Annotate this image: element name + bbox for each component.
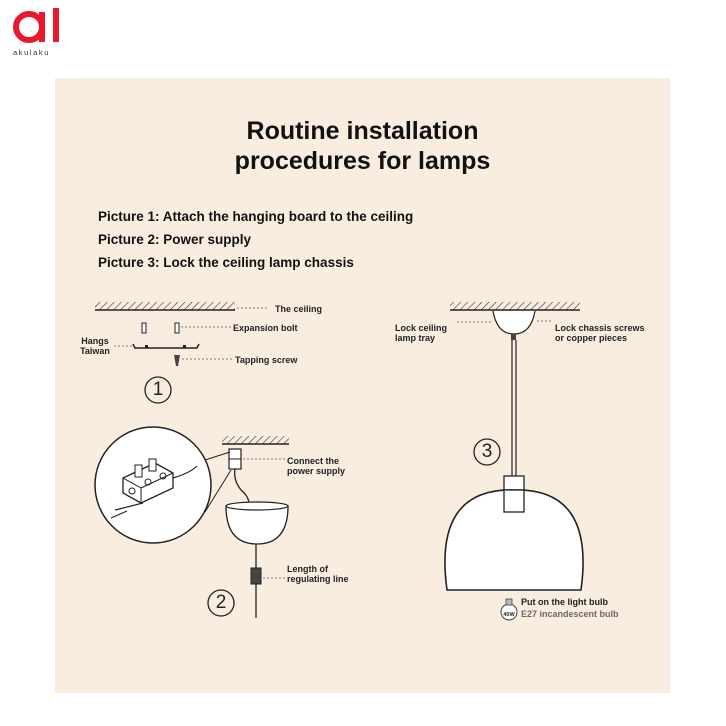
picture-3-diagram xyxy=(445,302,583,620)
label-e27-bulb: E27 incandescent bulb xyxy=(521,609,619,619)
label-lock-screws-line-1: Lock chassis screws xyxy=(555,323,645,333)
title-line-1: Routine installation xyxy=(246,117,479,145)
step-item-3: Picture 3: Lock the ceiling lamp chassis xyxy=(98,255,354,270)
label-hangs-line-1: Hangs xyxy=(81,336,109,346)
picture-1-diagram xyxy=(95,302,267,403)
step-item-2: Picture 2: Power supply xyxy=(98,232,252,247)
label-put-on-bulb: Put on the light bulb xyxy=(521,597,608,607)
step-item-1: Picture 1: Attach the hanging board to the ceiling xyxy=(98,209,414,224)
ceiling-hatch-2 xyxy=(222,436,289,444)
label-expansion-bolt: Expansion bolt xyxy=(233,323,298,333)
cord-adjuster-icon xyxy=(251,568,261,584)
brand-logo-text: akulaku xyxy=(13,48,51,57)
title-line-2: procedures for lamps xyxy=(234,147,491,175)
picture-3-number: 3 xyxy=(481,441,493,462)
brand-logo xyxy=(10,4,70,66)
picture-1-number: 1 xyxy=(152,379,164,400)
label-tapping-screw: Tapping screw xyxy=(235,355,298,365)
expansion-bolt-icon xyxy=(142,323,231,333)
hanging-board-icon xyxy=(114,344,199,348)
brand-logo-mark xyxy=(10,4,70,50)
label-the-ceiling: The ceiling xyxy=(275,304,323,314)
label-lock-tray-line-2: lamp tray xyxy=(395,333,436,343)
label-lock-screws-line-2: or copper pieces xyxy=(555,333,628,343)
picture-2-number: 2 xyxy=(215,592,227,613)
label-hangs-taiwan xyxy=(75,336,115,356)
canopy-bowl-icon xyxy=(226,506,288,544)
tapping-screw-icon xyxy=(174,355,233,366)
label-regulating-line xyxy=(287,564,349,584)
ceiling-hatch-3 xyxy=(450,302,580,310)
label-connect-line-1: Connect the xyxy=(287,456,340,466)
ceiling-tray-icon xyxy=(493,311,535,334)
label-lock-tray-line-1: Lock ceiling xyxy=(395,323,448,333)
label-lock-chassis-screws xyxy=(555,323,645,343)
picture-2-diagram xyxy=(95,427,289,618)
label-length-line-2: regulating line xyxy=(287,574,349,584)
label-lock-ceiling-tray xyxy=(395,323,447,343)
instruction-panel xyxy=(55,78,670,693)
label-connect-line-2: power supply xyxy=(287,466,346,476)
label-bulb-wattage: 40W xyxy=(503,612,515,618)
label-connect-power xyxy=(287,456,345,476)
label-hangs-line-2: Taiwan xyxy=(80,346,110,356)
label-length-line-1: Length of xyxy=(287,564,328,574)
ceiling-hatch-1 xyxy=(95,302,235,310)
